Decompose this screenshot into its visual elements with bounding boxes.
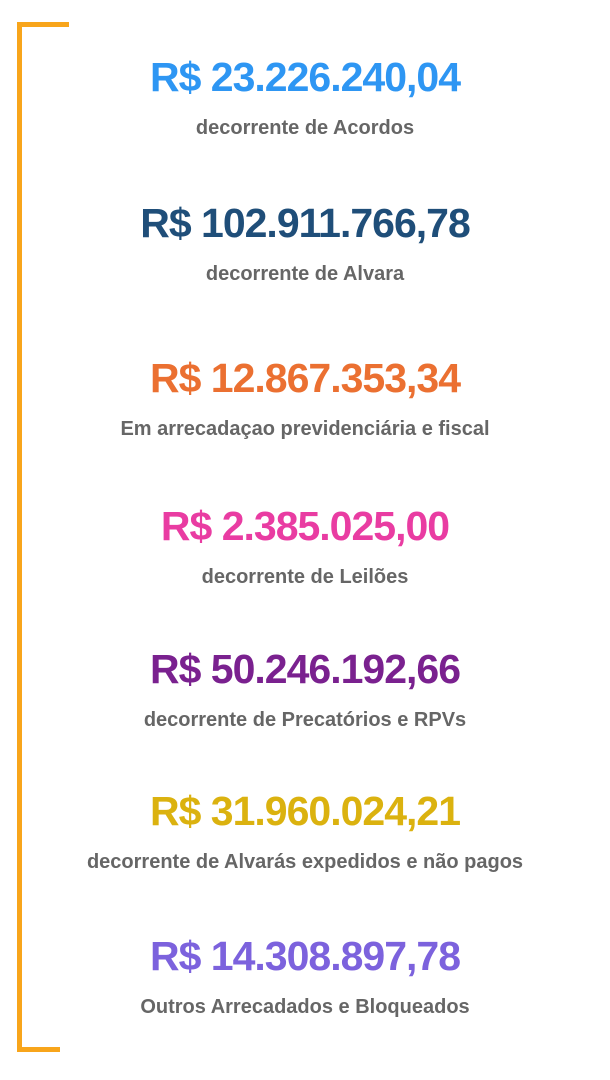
kpi-value: R$ 102.911.766,78 [140, 200, 470, 246]
kpi-card-alvara [0, 202, 610, 284]
kpi-card-acordos [0, 56, 610, 138]
kpi-label: decorrente de Precatórios e RPVs [143, 709, 467, 730]
kpi-value: R$ 50.246.192,66 [150, 646, 460, 692]
kpi-card-arrecadacao-previdenciaria-fiscal [0, 357, 610, 439]
kpi-value: R$ 31.960.024,21 [150, 788, 460, 834]
kpi-value: R$ 2.385.025,00 [160, 503, 450, 549]
kpi-label: Outros Arrecadados e Bloqueados [140, 996, 470, 1017]
kpi-card-alvaras-expedidos-nao-pagos [0, 790, 610, 872]
kpi-label: decorrente de Alvara [205, 263, 405, 284]
kpi-label: decorrente de Alvarás expedidos e não pagos [86, 851, 524, 872]
bracket-top-line [17, 22, 69, 27]
kpi-value: R$ 23.226.240,04 [150, 54, 460, 100]
kpi-card-outros-arrecadados-bloqueados [0, 935, 610, 1017]
kpi-value: R$ 14.308.897,78 [150, 933, 460, 979]
kpi-card-leiloes [0, 505, 610, 587]
kpi-label: decorrente de Leilões [201, 566, 409, 587]
kpi-label: decorrente de Acordos [195, 117, 415, 138]
kpi-value: R$ 12.867.353,34 [150, 355, 460, 401]
bracket-bottom-line [17, 1047, 60, 1052]
kpi-card-precatorios-rpvs [0, 648, 610, 730]
kpi-label: Em arrecadaçao previdenciária e fiscal [120, 418, 490, 439]
